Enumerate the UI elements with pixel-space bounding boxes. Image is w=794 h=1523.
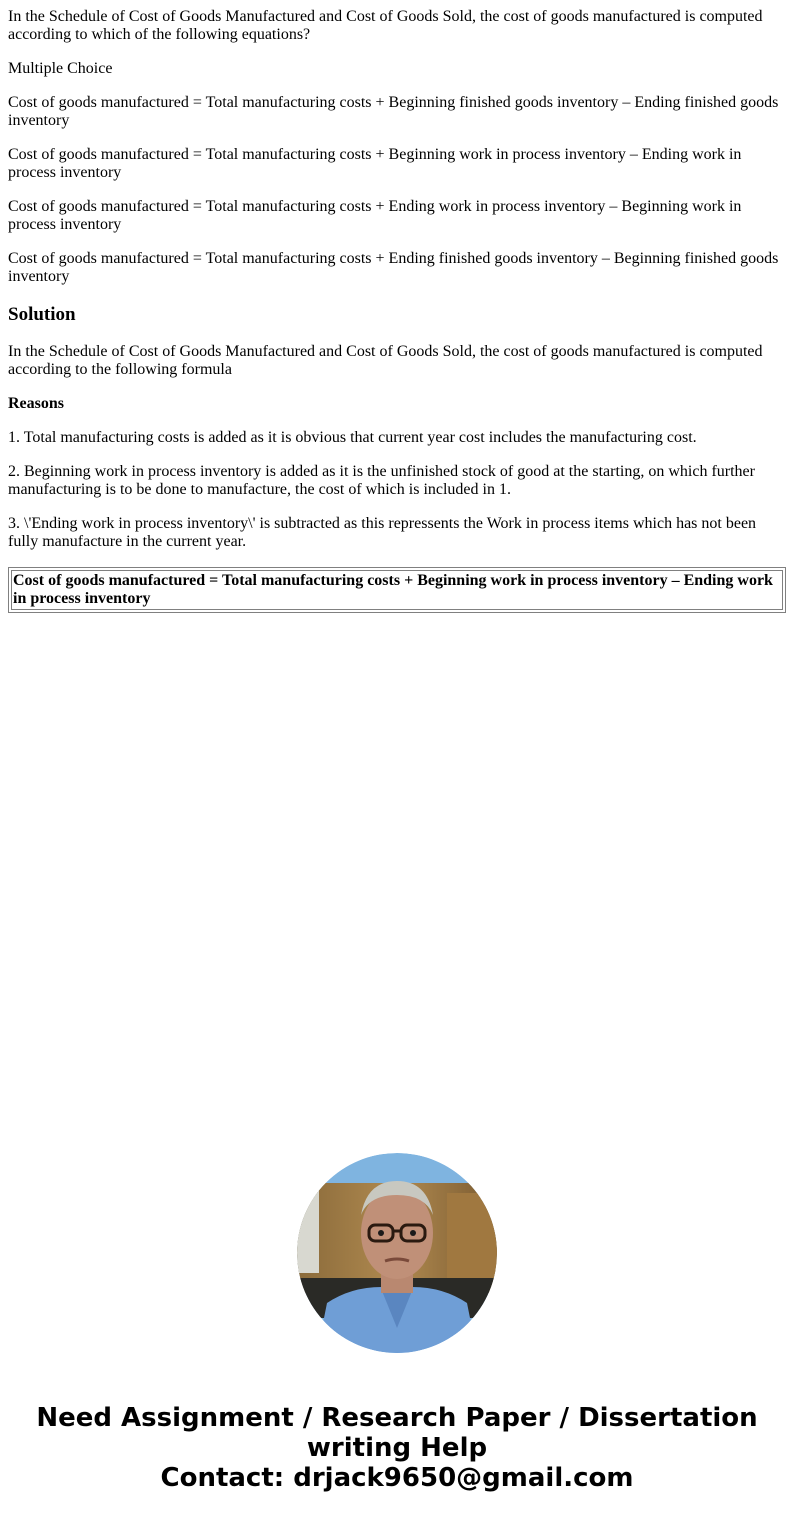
choice-option-4: Cost of goods manufactured = Total manufacturing costs + Ending finished goods inventory – Beginning finished goods inventory — [8, 250, 779, 285]
solution-heading: Solution — [8, 304, 76, 325]
promo-help-text: Need Assignment / Research Paper / Dissertation writing Help — [36, 1403, 758, 1463]
choice-option-3: Cost of goods manufactured = Total manufacturing costs + Ending work in process inventory – Beginning work in process inventory — [8, 198, 742, 233]
promo-banner — [0, 1403, 794, 1493]
choice-option-2: Cost of goods manufactured = Total manufacturing costs + Beginning work in process inventory – Ending work in process inventory — [8, 146, 742, 181]
answer-formula: Cost of goods manufactured = Total manufacturing costs + Beginning work in process inventory – Ending work in process inventory — [11, 570, 783, 610]
document-body — [8, 8, 786, 613]
author-avatar — [297, 1153, 497, 1353]
reasons-label: Reasons — [8, 395, 65, 412]
question-type-label: Multiple Choice — [8, 60, 113, 77]
author-photo-container — [0, 1153, 794, 1353]
promo-contact-text: Contact: drjack9650@gmail.com — [160, 1463, 634, 1493]
question-text: In the Schedule of Cost of Goods Manufactured and Cost of Goods Sold, the cost of goods manufactured is computed according to which of the following equations? — [8, 8, 763, 43]
answer-box — [8, 567, 786, 613]
reason-item-3: 3. \'Ending work in process inventory\' is subtracted as this repressents the Work in process items which has not been fully manufacture in the current year. — [8, 515, 757, 550]
reason-item-1: 1. Total manufacturing costs is added as it is obvious that current year cost includes the manufacturing cost. — [8, 429, 697, 446]
solution-intro: In the Schedule of Cost of Goods Manufactured and Cost of Goods Sold, the cost of goods manufactured is computed according to the following formula — [8, 343, 763, 378]
choice-option-1: Cost of goods manufactured = Total manufacturing costs + Beginning finished goods inventory – Ending finished goods inventory — [8, 94, 779, 129]
reason-item-2: 2. Beginning work in process inventory is added as it is the unfinished stock of good at the starting, on which further manufacturing is to be done to manufacture, the cost of which is included in 1. — [8, 463, 755, 498]
